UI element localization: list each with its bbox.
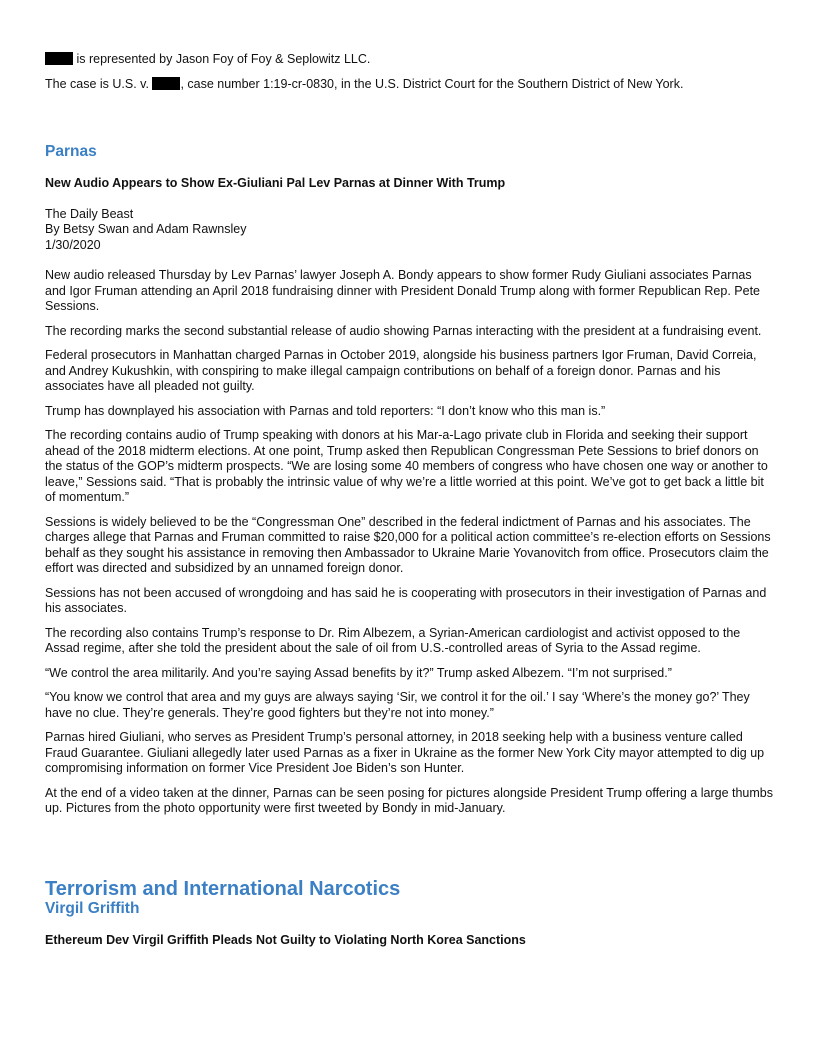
redaction-block [45, 52, 73, 65]
intro-representation-line [45, 52, 775, 68]
section-heading-parnas: Parnas [45, 143, 97, 160]
article-title-griffith: Ethereum Dev Virgil Griffith Pleads Not Guilty to Violating North Korea Sanctions [45, 932, 526, 947]
document-page [45, 52, 775, 948]
article-paragraph: Trump has downplayed his association with Parnas and told reporters: “I don’t know who this man is.” [45, 403, 606, 418]
article-paragraph: The recording also contains Trump’s response to Dr. Rim Albezem, a Syrian-American cardiologist and activist opposed to the Assad regime, after she told the president about the sale of oil from U.S.-controlled areas of Syria to the Assad regime. [45, 625, 741, 655]
article-paragraph: “You know we control that area and my guys are always saying ‘Sir, we control it for the oil.’ I say ‘Where’s the money go?’ They have no clue. They’re generals. They’re good fighters but they’re not into money.” [45, 690, 750, 720]
subheading-virgil-griffith: Virgil Griffith [45, 899, 140, 917]
article-paragraph: The recording marks the second substantial release of audio showing Parnas interacting with the president at a fundraising event. [45, 323, 762, 338]
article-body [45, 268, 775, 817]
article-paragraph: Sessions has not been accused of wrongdoing and has said he is cooperating with prosecutors in their investigation of Parnas and his associates. [45, 585, 767, 615]
article-paragraph: “We control the area militarily. And you’re saying Assad benefits by it?” Trump asked Albezem. “I’m not surprised.” [45, 665, 672, 680]
article-date: 1/30/2020 [45, 237, 101, 252]
article-paragraph: The recording contains audio of Trump speaking with donors at his Mar-a-Lago private club in Florida and seeking their support ahead of the 2018 midterm elections. At one point, Trump asked then Republican Congressman Pete Sessions to brief donors on the status of the GOP’s midterm prospects. “We are losing some 40 members of congress who have chosen one way or another to leave,” Sessions said. “That is probably the intrinsic value of why we’re a little worried at this point. We’ve got to get back a little bit of momentum.” [45, 428, 768, 504]
article-paragraph: Sessions is widely believed to be the “Congressman One” described in the federal indictment of Parnas and his associates. The charges allege that Parnas and Fruman committed to raise $20,000 for a political action committee’s re-election efforts on Sessions behalf as they sought his assistance in removing then Ambassador to Ukraine Marie Yovanovitch from office. Prosecutors claim the effort was directed and subsidized by an unnamed foreign donor. [45, 514, 771, 575]
article-meta [45, 207, 775, 254]
article-paragraph: Federal prosecutors in Manhattan charged Parnas in October 2019, alongside his business partners Igor Fruman, David Correia, and Andrey Kukushkin, with conspiring to make illegal campaign contributions on behalf of a foreign donor. Parnas and his associates have all pleaded not guilty. [45, 348, 757, 393]
intro-line2-suffix: , case number 1:19-cr-0830, in the U.S. District Court for the Southern District of New York. [180, 76, 684, 91]
article-source: The Daily Beast [45, 206, 134, 221]
article-paragraph: At the end of a video taken at the dinner, Parnas can be seen posing for pictures alongside President Trump offering a large thumbs up. Pictures from the photo opportunity were first tweeted by Bondy in mid-January. [45, 785, 774, 815]
article-byline: By Betsy Swan and Adam Rawnsley [45, 222, 247, 236]
article-paragraph: Parnas hired Giuliani, who serves as President Trump’s personal attorney, in 2018 seeking help with a business venture called Fraud Guarantee. Giuliani allegedly later used Parnas as a fixer in Ukraine as the former New York City mayor attempted to dig up compromising information on former Vice President Joe Biden’s son Hunter. [45, 730, 765, 775]
article-title-parnas: New Audio Appears to Show Ex-Giuliani Pal Lev Parnas at Dinner With Trump [45, 176, 506, 190]
intro-case-line [45, 77, 775, 93]
article-paragraph: New audio released Thursday by Lev Parnas’ lawyer Joseph A. Bondy appears to show former Rudy Giuliani associates Parnas and Igor Fruman attending an April 2018 fundraising dinner with President Donald Trump along with former Republican Rep. Pete Sessions. [45, 268, 760, 313]
intro-line1-text: is represented by Jason Foy of Foy & Seplowitz LLC. [73, 52, 371, 66]
section-heading-terrorism: Terrorism and International Narcotics [45, 877, 401, 900]
intro-line2-prefix: The case is U.S. v. [45, 76, 153, 91]
redaction-block [152, 77, 180, 90]
